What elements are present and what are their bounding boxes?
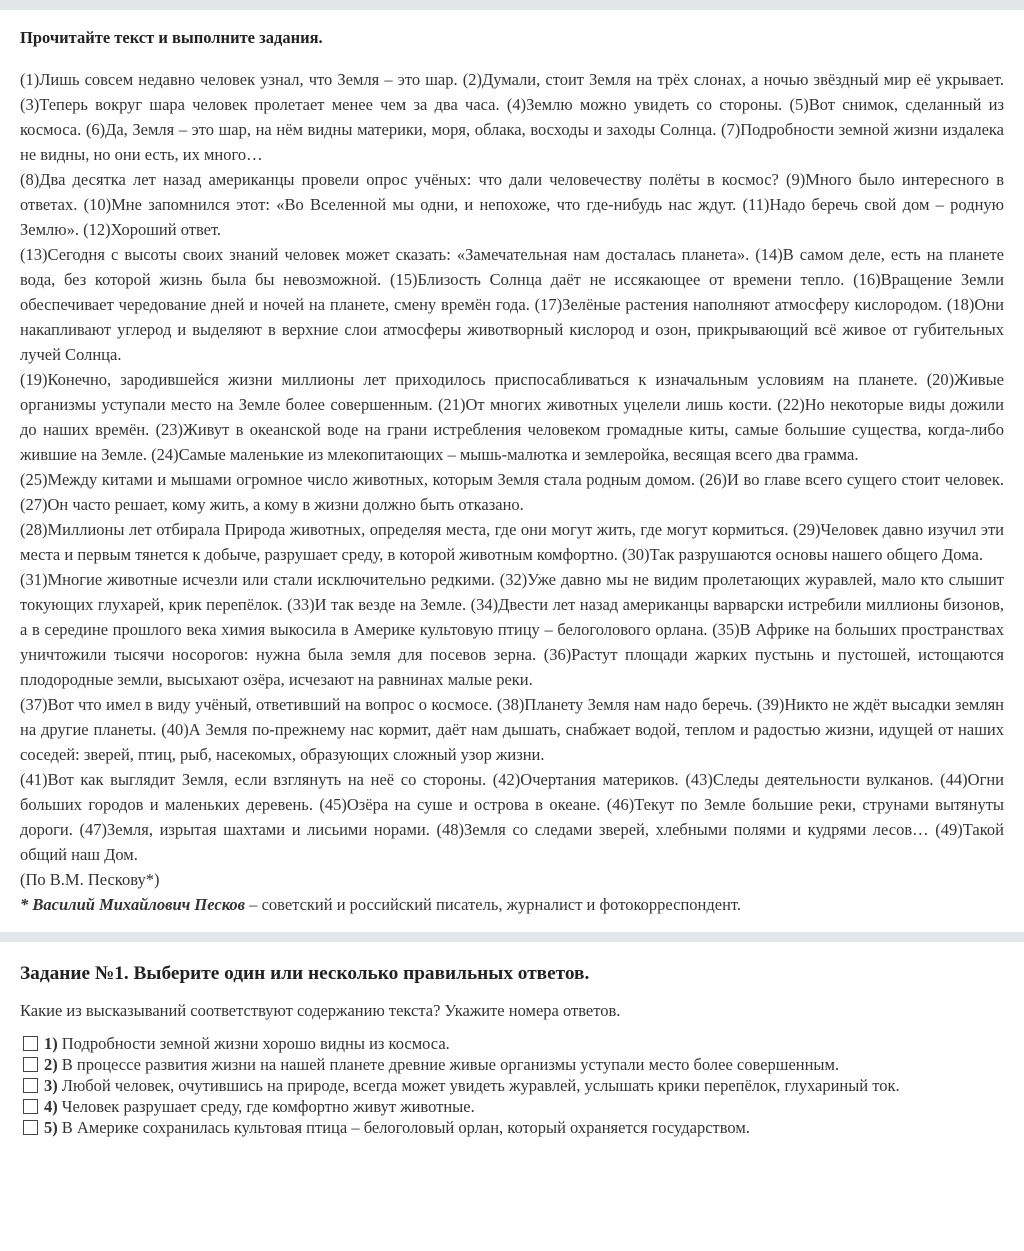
author-name: Василий Михайлович Песков	[32, 895, 246, 914]
answer-option-4[interactable]	[20, 1096, 1004, 1117]
passage-paragraph: (41)Вот как выглядит Земля, если взглянуть на неё со стороны. (42)Очертания материков. (43)Следы деятельности вулканов. (44)Огни больших городов и маленьких деревень. (45)Озёра на суше и острова в океане. (46)Текут по Земле большие реки, струнами вытянуты дороги. (47)Земля, изрытая шахтами и лисьими норами. (48)Земля со следами зверей, хлебными полями и кудрями лесов… (49)Такой общий наш Дом.	[20, 770, 1004, 864]
reading-passage	[20, 67, 1004, 917]
option-text: В процессе развития жизни на нашей планете древние живые организмы уступали место более совершенным.	[61, 1055, 840, 1074]
passage-paragraph: (31)Многие животные исчезли или стали исключительно редкими. (32)Уже давно мы не видим пролетающих журавлей, мало кто слышит токующих глухарей, крик перепёлок. (33)И так везде на Земле. (34)Двести лет назад американцы варварски истребили миллионы бизонов, а в середине прошлого века химия выкосила в Америке культовую птицу – белоголового орлана. (35)В Африке на больших пространствах уничтожили тысячи носорогов: нужна была земля для посевов зерна. (36)Растут площади жарких пустынь и пустошей, истощаются плодородные земли, высыхают озёра, исчезают на равнинах малые реки.	[20, 570, 1004, 689]
passage-paragraph: (13)Сегодня с высоты своих знаний человек может сказать: «Замечательная нам досталась планета». (14)В самом деле, есть на планете вода, без которой жизнь была бы невозможной. (15)Близость Солнца даёт не иссякающее от времени тепло. (16)Вращение Земли обеспечивает чередование дней и ночей на планете, смену времён года. (17)Зелёные растения наполняют атмосферу кислородом. (18)Они накапливают углерод и выделяют в верхние слои атмосферы животворный кислород и озон, прикрывающий всё живое от губительных лучей Солнца.	[20, 245, 1004, 364]
checkbox[interactable]	[23, 1099, 38, 1114]
passage-paragraph: (37)Вот что имел в виду учёный, ответивший на вопрос о космосе. (38)Планету Земля нам надо беречь. (39)Никто не ждёт высадки землян на другие планеты. (40)А Земля по-прежнему нас кормит, даёт нам дышать, снабжает водой, теплом и радостью жизни, идущей от наших соседей: зверей, птиц, рыб, насекомых, образующих сложный узор жизни.	[20, 695, 1004, 764]
passage-paragraph: (19)Конечно, зародившейся жизни миллионы лет приходилось приспосабливаться к изначальным условиям на планете. (20)Живые организмы уступали место на Земле более совершенным. (21)От многих животных уцелели лишь кости. (22)Но некоторые виды дожили до наших времён. (23)Живут в океанской воде на грани истребления человеком громадные киты, самые большие существа, когда-либо жившие на Земле. (24)Самые маленькие из млекопитающих – мышь-малютка и землеройка, весящая всего два грамма.	[20, 370, 1004, 464]
answer-option-5[interactable]	[20, 1117, 1004, 1138]
option-text: Подробности земной жизни хорошо видны из космоса.	[61, 1034, 450, 1053]
checkbox[interactable]	[23, 1036, 38, 1051]
option-number: 1)	[44, 1034, 58, 1053]
option-number: 2)	[44, 1055, 58, 1074]
checkbox[interactable]	[23, 1078, 38, 1093]
checkbox[interactable]	[23, 1120, 38, 1135]
passage-paragraph: (8)Два десятка лет назад американцы провели опрос учёных: что дали человечеству полёты в космос? (9)Много было интересного в ответах. (10)Мне запомнился этот: «Во Вселенной мы одни, и непохоже, что где-нибудь нас ждут. (11)Надо беречь свой дом – родную Землю». (12)Хороший ответ.	[20, 170, 1004, 239]
option-number: 5)	[44, 1118, 58, 1137]
answer-option-1[interactable]	[20, 1033, 1004, 1054]
passage-paragraph: (1)Лишь совсем недавно человек узнал, что Земля – это шар. (2)Думали, стоит Земля на трёх слонах, а ночью звёздный мир её укрывает. (3)Теперь вокруг шара человек пролетает менее чем за два часа. (4)Землю можно увидеть со стороны. (5)Вот снимок, сделанный из космоса. (6)Да, Земля – это шар, на нём видны материки, моря, облака, восходы и заходы Солнца. (7)Подробности земной жизни издалека не видны, но они есть, их много…	[20, 70, 1004, 164]
option-text: В Америке сохранилась культовая птица – белоголовый орлан, который охраняется государством.	[61, 1118, 750, 1137]
option-number: 3)	[44, 1076, 58, 1095]
task-title: Задание №1. Выберите один или несколько правильных ответов.	[20, 963, 590, 984]
reading-section	[0, 10, 1024, 917]
author-footnote	[20, 892, 1004, 917]
author-description: – советский и российский писатель, журналист и фотокорреспондент.	[245, 895, 741, 914]
footnote-mark: *	[20, 895, 33, 914]
option-text: Любой человек, очутившись на природе, всегда может увидеть журавлей, услышать крики перепёлок, глухариный ток.	[61, 1076, 900, 1095]
passage-paragraph: (28)Миллионы лет отбирала Природа животных, определяя места, где они могут жить, где могут кормиться. (29)Человек давно изучил эти места и первым тянется к добыче, разрушает среду, в которой животным комфортно. (30)Так разрушаются основы нашего общего Дома.	[20, 520, 1004, 564]
checkbox[interactable]	[23, 1057, 38, 1072]
top-divider-bar	[0, 0, 1024, 10]
passage-source: (По В.М. Пескову*)	[20, 870, 160, 889]
section-divider	[0, 932, 1024, 942]
answer-option-3[interactable]	[20, 1075, 1004, 1096]
task-section	[0, 942, 1024, 1138]
passage-paragraph: (25)Между китами и мышами огромное число животных, которым Земля стала родным домом. (26)И во главе всего сущего стоит человек. (27)Он часто решает, кому жить, а кому в жизни должно быть отказано.	[20, 470, 1004, 514]
task-question: Какие из высказываний соответствуют содержанию текста? Укажите номера ответов.	[20, 1001, 621, 1020]
answer-options	[20, 1033, 1004, 1138]
instruction-heading: Прочитайте текст и выполните задания.	[20, 28, 323, 47]
option-text: Человек разрушает среду, где комфортно живут животные.	[61, 1097, 475, 1116]
option-number: 4)	[44, 1097, 58, 1116]
answer-option-2[interactable]	[20, 1054, 1004, 1075]
